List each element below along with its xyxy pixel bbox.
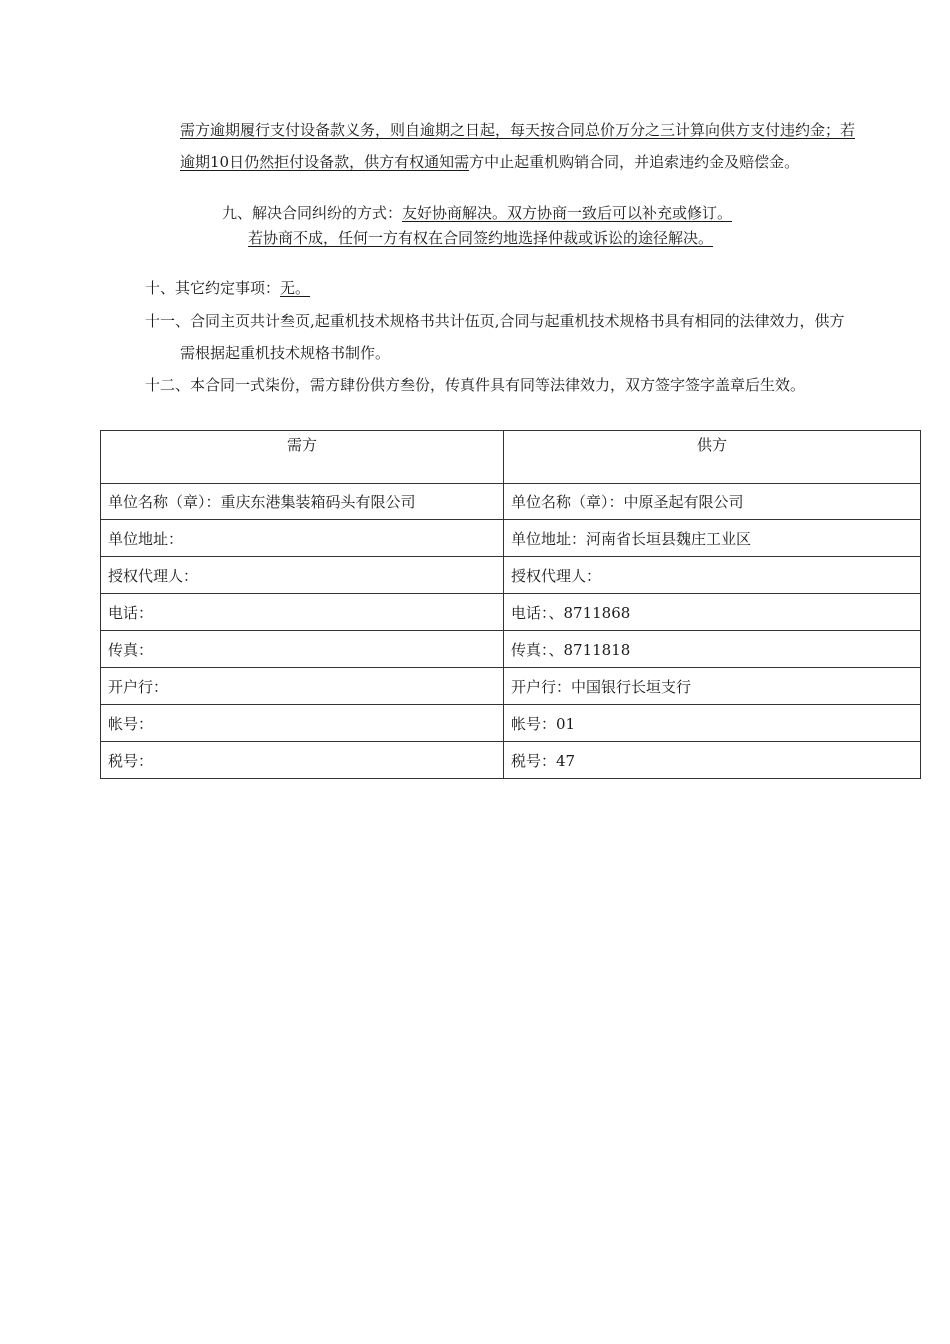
table-row xyxy=(101,594,921,631)
buyer-tax-id: 税号： xyxy=(101,742,504,779)
seller-account: 帐号：01 xyxy=(504,705,921,742)
clause9-text1: 友好协商解决。双方协商一致后可以补充或修订。 xyxy=(402,204,733,222)
buyer-phone: 电话： xyxy=(101,594,504,631)
clause8-line2 xyxy=(180,152,799,172)
header-buyer: 需方 xyxy=(101,431,504,484)
seller-phone: 电话：、8711868 xyxy=(504,594,921,631)
table-row xyxy=(101,520,921,557)
clause9-text2: 若协商不成，任何一方有权在合同签约地选择仲裁或诉讼的途径解决。 xyxy=(248,229,714,247)
clause12: 十二、本合同一式柒份，需方肆份供方叁份，传真件具有同等法律效力，双方签字签字盖章后生效。 xyxy=(145,376,806,394)
seller-company-name: 单位名称（章）：中原圣起有限公司 xyxy=(504,484,921,520)
clause10 xyxy=(145,278,310,298)
parties-table xyxy=(100,430,921,779)
clause9-prefix: 九、解决合同纠纷的方式： xyxy=(222,204,403,222)
buyer-bank: 开户行： xyxy=(101,668,504,705)
seller-fax: 传真：、8711818 xyxy=(504,631,921,668)
clause11-line1: 十一、合同主页共计叁页,起重机技术规格书共计伍页,合同与起重机技术规格书具有相同的法律效力，供方 xyxy=(145,312,845,330)
seller-agent: 授权代理人： xyxy=(504,557,921,594)
table-row xyxy=(101,668,921,705)
clause8-line1: 需方逾期履行支付设备款义务，则自逾期之日起，每天按合同总价万分之三计算向供方支付违约金；若 xyxy=(180,121,856,139)
clause9-line1 xyxy=(222,203,732,223)
clause10-prefix: 十、其它约定事项： xyxy=(145,279,281,297)
buyer-company-name: 单位名称（章）：重庆东港集装箱码头有限公司 xyxy=(101,484,504,520)
buyer-account: 帐号： xyxy=(101,705,504,742)
seller-tax-id: 税号：47 xyxy=(504,742,921,779)
buyer-address: 单位地址： xyxy=(101,520,504,557)
clause11-line2: 需根据起重机技术规格书制作。 xyxy=(180,344,391,362)
table-header-row xyxy=(101,431,921,484)
buyer-agent: 授权代理人： xyxy=(101,557,504,594)
clause8-line2-underlined: 逾期10日仍然拒付设备款，供方有权通知需 xyxy=(180,153,470,171)
table-row xyxy=(101,557,921,594)
table-row xyxy=(101,705,921,742)
seller-address: 单位地址：河南省长垣县魏庄工业区 xyxy=(504,520,921,557)
seller-bank: 开户行：中国银行长垣支行 xyxy=(504,668,921,705)
table-row xyxy=(101,742,921,779)
table-row xyxy=(101,484,921,520)
header-seller: 供方 xyxy=(504,431,921,484)
buyer-fax: 传真： xyxy=(101,631,504,668)
clause8-line2-rest: 方中止起重机购销合同，并追索违约金及赔偿金。 xyxy=(469,153,800,171)
clause10-value: 无。 xyxy=(280,279,311,297)
table-row xyxy=(101,631,921,668)
